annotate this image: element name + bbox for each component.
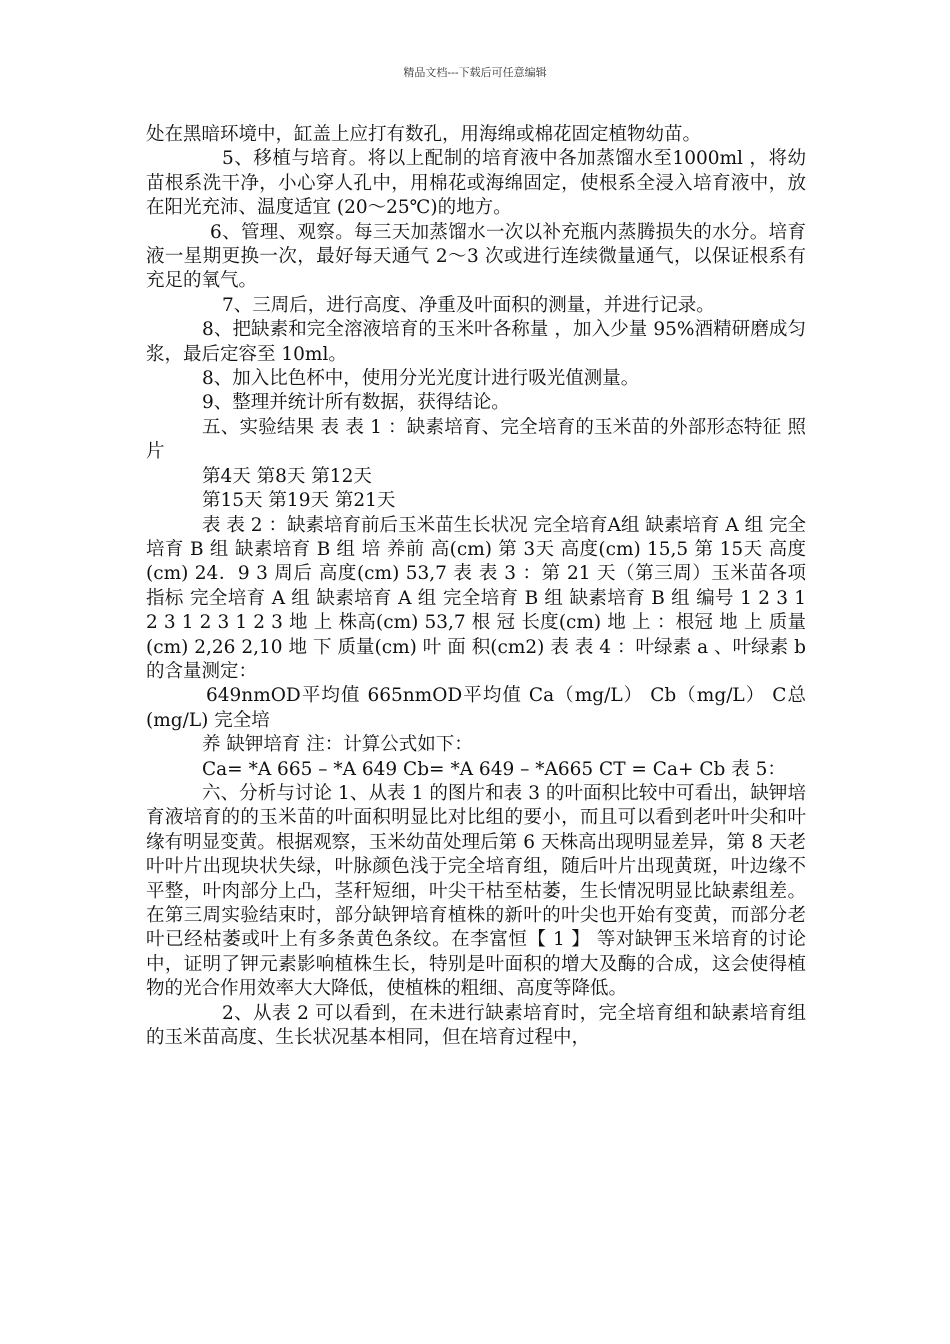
paragraph-results-heading: 五、实验结果 表 表 1 ：缺素培育、完全培育的玉米苗的外部形态特征 照片 <box>146 416 806 463</box>
document-body <box>146 123 806 1050</box>
paragraph-intro: 处在黑暗环境中，缸盖上应打有数孔，用海绵或棉花固定植物幼苗。 <box>146 124 702 145</box>
page-header: 精品文档---下载后可任意编辑 <box>403 66 547 79</box>
paragraph-tables-2-4: 表 表 2 ：缺素培育前后玉米苗生长状况 完全培育A组 缺素培育 A 组 完全培育 B 组 缺素培育 B 组 培 养前 高(cm) 第 3天 高度(cm) 15,5 第 15天 高度(cm) 24．9 3 周后 高度(cm) 53,7 表 表 3 ：第 21 天（第三周）玉米苗各项指标 完全培育 A 组 缺素培育 A 组 完全培育 B 组 缺素培育 B 组 编号 1 2 3 1 2 3 1 2 3 1 2 3 地 上 株高(cm) 53,7 根 冠 长度(cm) 地 上 ：根冠 地 上 质量(cm) 2,26 2,10 地 下 质量(cm) 叶 面 积(cm2) 表 表 4 ：叶绿素 a 、叶绿素 b 的含量测定： <box>146 514 806 682</box>
paragraph-step-8a: 8、把缺素和完全溶液培育的玉米叶各称量 ，加入少量 95%酒精研磨成匀浆，最后定容至 10ml。 <box>146 319 806 365</box>
paragraph-discussion-1: 六、分析与讨论 1、从表 1 的图片和表 3 的叶面积比较中可看出，缺钾培育液培育的的玉米苗的叶面积明显比对比组的要小，而且可以看到老叶叶尖和叶缘有明显变黄。根据观察，玉米幼苗处理后第 6 天株高出现明显差异，第 8 天老叶叶片出现块状失绿，叶脉颜色浅于完全培育组，随后叶片出现黄斑，叶边缘不平整，叶肉部分上凸，茎秆短细，叶尖干枯至枯萎，生长情况明显比缺素组差。在第三周实验结束时，部分缺钾培育植株的新叶的叶尖也开始有变黄，而部分老叶已经枯萎或叶上有多条黄色条纹。在李富恒【 1 】 等对缺钾玉米培育的讨论中，证明了钾元素影响植株生长，特别是叶面积的增大及酶的合成，这会使得植物的光合作用效率大大降低，使植株的粗细、高度等降低。 <box>146 782 806 1000</box>
paragraph-step-6: 6、管理、观察。每三天加蒸馏水一次以补充瓶内蒸腾损失的水分。培育液一星期更换一次，最好每天通气 2～3 次或进行连续微量通气，以保证根系有充足的氧气。 <box>146 221 806 292</box>
paragraph-step-8b: 8、加入比色杯中，使用分光光度计进行吸光值测量。 <box>202 368 640 390</box>
paragraph-step-9: 9、整理并统计所有数据，获得结论。 <box>202 392 510 414</box>
paragraph-step-5: 5、移植与培育。将以上配制的培育液中各加蒸馏水至1000ml ，将幼苗根系洗干净，小心穿人孔中，用棉花或海绵固定，使根系全浸入培育液中，放在阳光充沛、温度适宜 (20～25℃)的地方。 <box>146 148 806 219</box>
paragraph-formula-note: 养 缺钾培育 注：计算公式如下： <box>202 734 473 756</box>
paragraph-days-row-1: 第4天 第8天 第12天 <box>202 465 372 487</box>
paragraph-days-row-2: 第15天 第19天 第21天 <box>202 490 396 512</box>
paragraph-od-values: 649nmOD平均值 665nmOD平均值 Ca（mg/L） Cb（mg/L） C总 (mg/L) 完全培 <box>146 685 806 731</box>
paragraph-discussion-2: 2、从表 2 可以看到，在未进行缺素培育时，完全培育组和缺素培育组的玉米苗高度、生长状况基本相同，但在培育过程中， <box>146 1002 806 1049</box>
paragraph-formula: Ca= *A 665 – *A 649 Cb= *A 649 – *A665 CT = Ca+ Cb 表 5： <box>202 758 786 780</box>
paragraph-step-7: 7、三周后，进行高度、净重及叶面积的测量，并进行记录。 <box>222 294 715 316</box>
